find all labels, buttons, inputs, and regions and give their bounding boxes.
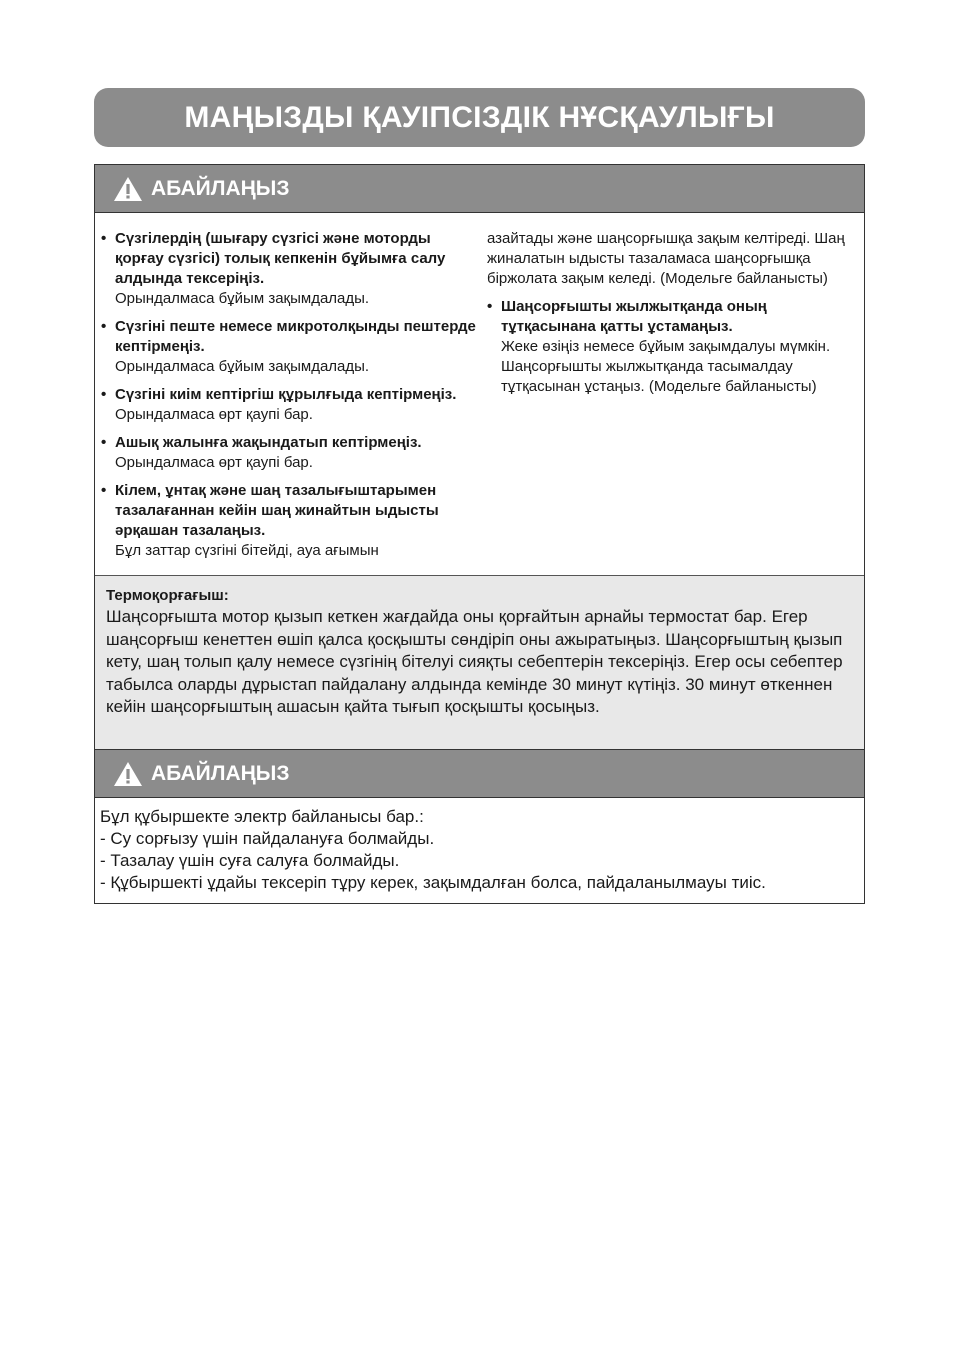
bullet: • [101,318,107,335]
list-item [101,433,481,473]
item-bold-text: Ашық жалынға жақындатып кептірмеңіз. [115,434,422,451]
item-normal-text: Орындалмаса бұйым зақымдалады. [115,290,370,307]
thermo-body: Шаңсорғышта мотор қызып кеткен жағдайда оны қорғайтын арнайы термостат бар. Егер шаңсорғыш кенеттен өшіп қалса қосқышты сөндіріп оны ажыратыңыз. Шаңсорғыштың қызып кету, шаң толып қалу немесе сүзгінің бітелуі сияқты себептерін тексеріңіз. Егер осы себептер табылса оларды дұрыстап пайдалану алдында кемінде 30 минут күтіңіз. 30 минут өткеннен кейін шаңсорғыштың ашасын қайта тығып қосқышты қосыңыз. [106,607,843,716]
hose-warning-body [95,798,864,894]
item-bold-text: Кілем, ұнтақ және шаң тазалығыштарымен тазалағаннан кейін шаң жинайтын ыдысты әрқашан тазалаңыз. [115,482,439,539]
item-normal-text: Бұл заттар сүзгіні бітейді, ауа ағымын [115,542,379,559]
caution-header [95,750,864,798]
warning-triangle-icon [113,176,143,202]
caution-box-hose [94,749,865,904]
warning-triangle-icon [113,761,143,787]
caution-label: АБАЙЛАҢЫЗ [151,176,290,200]
bullet: • [101,482,107,499]
list-item [487,297,863,397]
item-bold-text: Шаңсорғышты жылжытқанда оның тұтқасынана қатты ұстамаңыз. [501,298,767,335]
list-item [101,317,481,377]
hose-line: - Су сорғызу үшін пайдалануға болмайды. [100,829,435,848]
list-item [101,481,481,561]
caution-columns [95,213,864,575]
left-column [101,229,481,569]
right-column [487,229,863,405]
list-item [101,385,481,425]
caution-box-filters [94,164,865,750]
item-normal-text: Орындалмаса өрт қаупі бар. [115,454,313,471]
hose-line: Бұл құбыршекте электр байланысы бар.: [100,807,424,826]
thermo-protector-section [95,575,864,749]
thermo-title: Термоқорғағыш: [106,587,229,604]
bullet: • [101,230,107,247]
bullet: • [101,386,107,403]
item-bold-text: Сүзгілердің (шығару сүзгісі және моторды қорғау сүзгісі) толық кепкенін бұйымға салу алдында тексеріңіз. [115,230,446,287]
caution-header [95,165,864,213]
page-title-banner [94,88,865,147]
page-title: МАҢЫЗДЫ ҚАУІПСІЗДІК НҰСҚАУЛЫҒЫ [184,100,775,134]
item-normal-text: Орындалмаса өрт қаупі бар. [115,406,313,423]
caution-label: АБАЙЛАҢЫЗ [151,761,290,785]
hose-line: - Құбыршекті ұдайы тексеріп тұру керек, зақымдалған болса, пайдаланылмауы тиіс. [100,873,766,892]
list-item-continuation [487,229,863,289]
list-item [101,229,481,309]
hose-line: - Тазалау үшін суға салуға болмайды. [100,851,400,870]
item-normal-text: Жеке өзіңіз немесе бұйым зақымдалуы мүмкін. Шаңсорғышты жылжытқанда тасымалдау тұтқасынан ұстаңыз. (Модельге байланысты) [501,338,831,395]
bullet: • [101,434,107,451]
item-bold-text: Сүзгіні пеште немесе микротолқынды пештерде кептірмеңіз. [115,318,476,355]
item-normal-text: Орындалмаса бұйым зақымдалады. [115,358,370,375]
item-bold-text: Сүзгіні киім кептіргіш құрылғыда кептірмеңіз. [115,386,457,403]
continuation-text: азайтады және шаңсорғышқа зақым келтіреді. Шаң жиналатын ыдысты тазаламаса шаңсорғышқа біржолата зақым келеді. (Модельге байланысты) [487,230,845,287]
bullet: • [487,298,493,315]
